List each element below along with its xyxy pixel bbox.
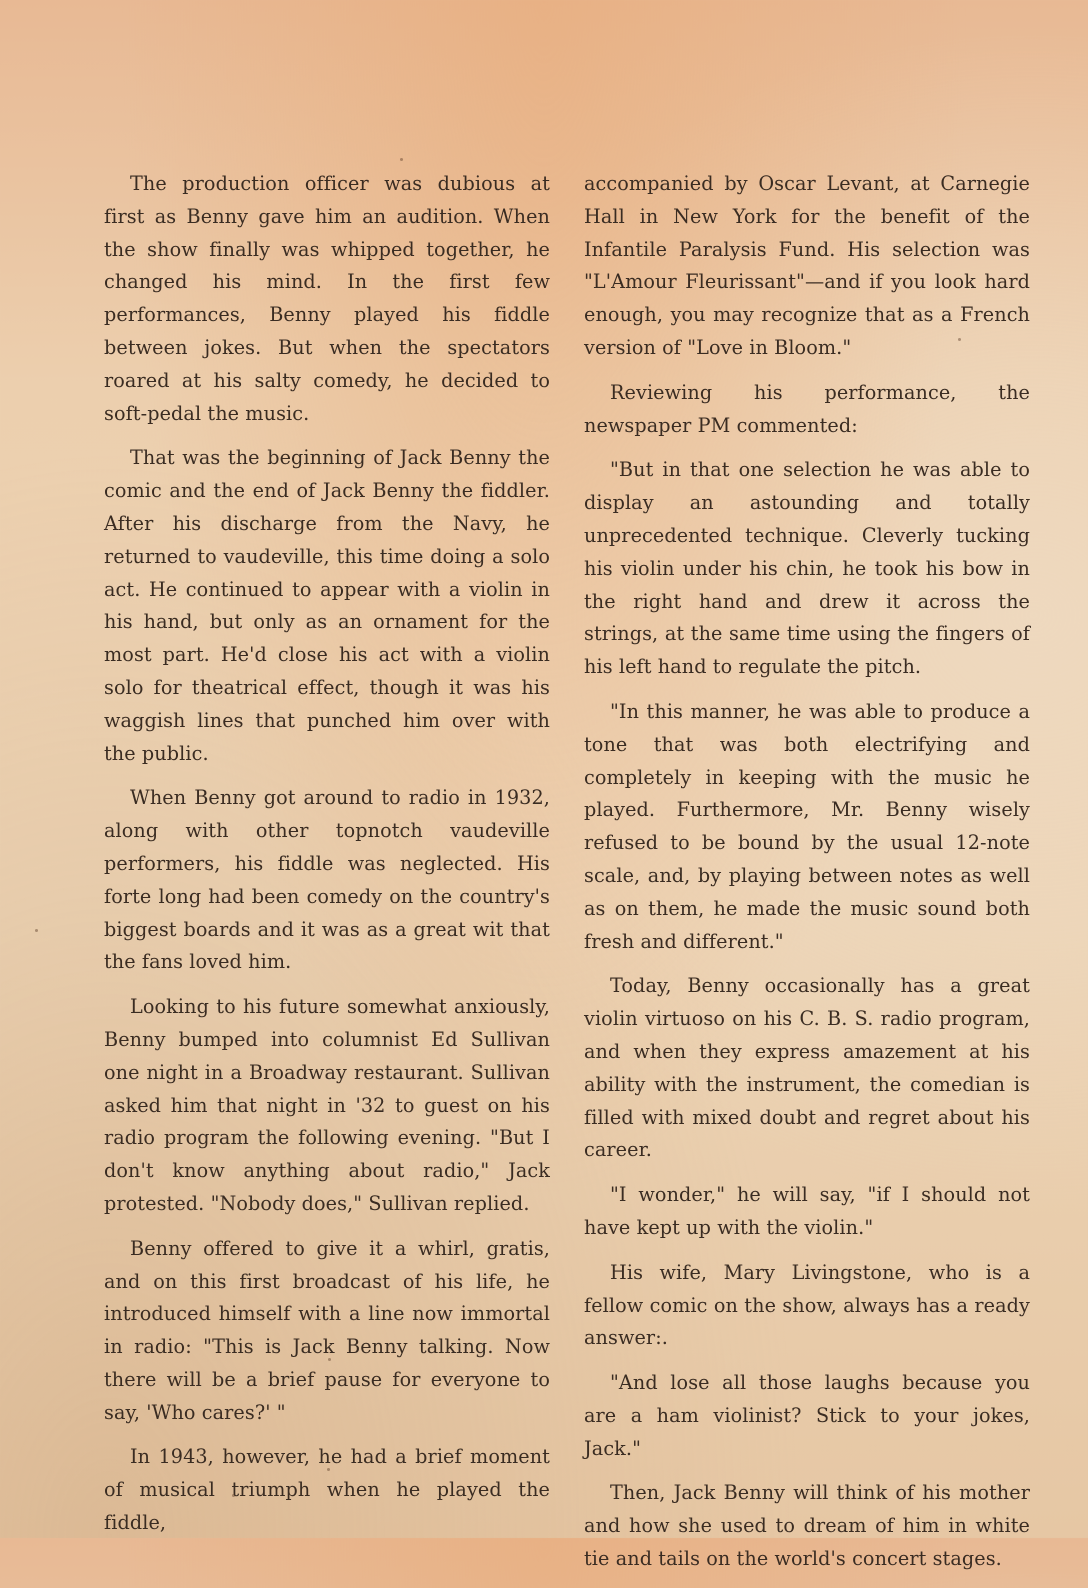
paragraph: The production officer was dubious at first as Benny gave him an audition. When the show finally was whipped together, he changed his mind. In the first few performances, Benny played his fiddle between jokes. But when the spectators roared at his salty comedy, he decided to soft-pedal the music. [104, 172, 550, 425]
paper-speck [232, 1494, 235, 1497]
paragraph: That was the beginning of Jack Benny the comic and the end of Jack Benny the fiddler. After his discharge from the Navy, he returned to vaudeville, this time doing a solo act. He continued to appear with a violin in his hand, but only as an ornament for the most part. He'd close his act with a violin solo for theatrical effect, though it was his waggish lines that punched him over with the public. [104, 446, 550, 765]
paragraph: When Benny got around to radio in 1932, along with other topnotch vaudeville performers, his fiddle was neglected. His forte long had been comedy on the country's biggest boards and it was as a great wit that the fans loved him. [104, 786, 550, 974]
paper-speck [327, 1468, 330, 1471]
paper-speck [328, 1358, 331, 1361]
paragraph: Reviewing his performance, the newspaper PM commented: [584, 380, 1030, 437]
left-column [104, 168, 550, 1552]
right-column [584, 168, 1030, 1588]
paragraph: "But in that one selection he was able to display an astounding and totally unprecedented technique. Cleverly tucking his violin under his chin, he took his bow in the right hand and drew it across the strings, at the same time using the fingers of his left hand to regulate the pitch. [584, 458, 1030, 679]
paragraph: Today, Benny occasionally has a great violin virtuoso on his C. B. S. radio program, and when they express amazement at his ability with the instrument, the comedian is filled with mixed doubt and regret about his career. [584, 974, 1030, 1162]
paper-speck [400, 158, 403, 161]
paragraph: "And lose all those laughs because you are a ham violinist? Stick to your jokes, Jack." [584, 1371, 1030, 1460]
paragraph: Looking to his future somewhat anxiously, Benny bumped into columnist Ed Sullivan one night in a Broadway restaurant. Sullivan asked him that night in '32 to guest on his radio program the following evening. "But I don't know anything about radio," Jack protested. "Nobody does," Sullivan replied. [104, 995, 550, 1215]
paragraph: Then, Jack Benny will think of his mother and how she used to dream of him in white tie and tails on the world's concert stages. [584, 1481, 1030, 1571]
paragraph: accompanied by Oscar Levant, at Carnegie Hall in New York for the benefit of the Infantile Paralysis Fund. His selection was "L'Amour Fleurissant"—and if you look hard enough, you may recognize that as a French version of "Love in Bloom." [584, 172, 1030, 359]
paper-speck [35, 929, 38, 932]
paper-speck [958, 338, 961, 341]
paragraph: Benny offered to give it a whirl, gratis, and on this first broadcast of his life, he introduced himself with a line now immortal in radio: "This is Jack Benny talking. Now there will be a brief pause for everyone to say, 'Who cares?' " [104, 1236, 550, 1424]
paragraph: His wife, Mary Livingstone, who is a fellow comic on the show, always has a ready answer:. [584, 1260, 1030, 1350]
paragraph: In 1943, however, he had a brief moment of musical triumph when he played the fiddle, [104, 1445, 550, 1535]
paragraph: "I wonder," he will say, "if I should not have kept up with the violin." [584, 1183, 1030, 1239]
paragraph: "In this manner, he was able to produce a tone that was both electrifying and completely in keeping with the music he played. Furthermore, Mr. Benny wisely refused to be bound by the usual 12-note scale, and, by playing between notes as well as on them, he made the music sound both fresh and different." [584, 699, 1030, 953]
